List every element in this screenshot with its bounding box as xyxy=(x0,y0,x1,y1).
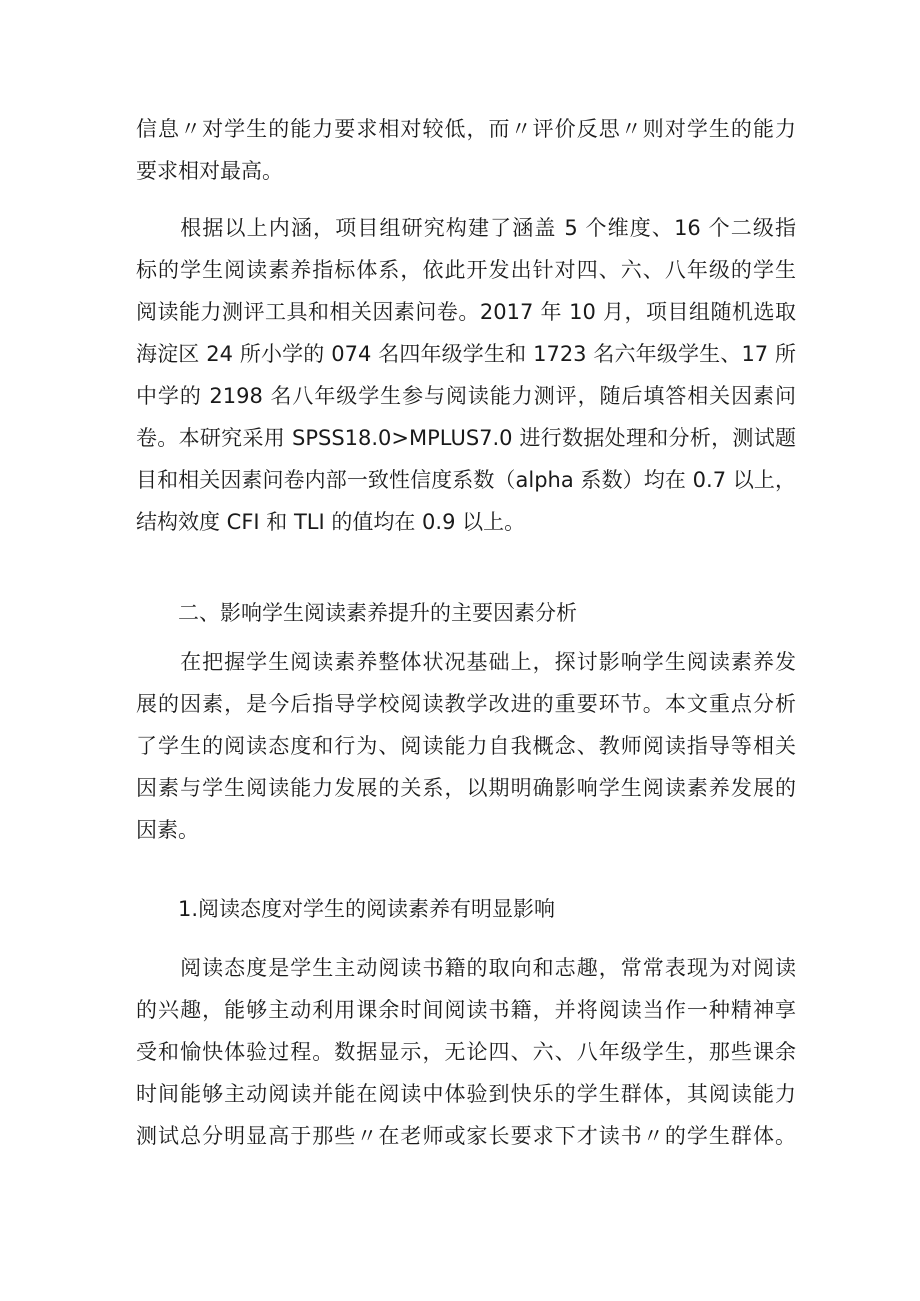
paragraph-reading-attitude xyxy=(136,947,796,1157)
text-line: 受和愉快体验过程。数据显示，无论四、六、八年级学生，那些课余 xyxy=(136,1040,796,1064)
subsection-heading-reading-attitude xyxy=(136,888,796,930)
text-line: 因素。 xyxy=(136,818,199,842)
paragraph-indicator-system xyxy=(136,207,796,543)
text-line: 了学生的阅读态度和行为、阅读能力自我概念、教师阅读指导等相关 xyxy=(136,734,796,758)
section-heading-text: 二、影响学生阅读素养提升的主要因素分析 xyxy=(136,601,577,625)
text-line: 阅读态度是学生主动阅读书籍的取向和志趣，常常表现为对阅读 xyxy=(136,956,796,980)
text-line: 海淀区 24 所小学的 074 名四年级学生和 1723 名六年级学生、17 所 xyxy=(136,342,796,366)
text-line: 根据以上内涵，项目组研究构建了涵盖 5 个维度、16 个二级指 xyxy=(136,216,796,240)
text-line: 的兴趣，能够主动利用课余时间阅读书籍，并将阅读当作一种精神享 xyxy=(136,998,796,1022)
subsection-heading-text: 1.阅读态度对学生的阅读素养有明显影响 xyxy=(136,897,556,921)
text-line: 在把握学生阅读素养整体状况基础上，探讨影响学生阅读素养发 xyxy=(136,650,796,674)
text-line: 要求相对最高。 xyxy=(136,159,283,183)
text-line: 时间能够主动阅读并能在阅读中体验到快乐的学生群体，其阅读能力 xyxy=(136,1082,796,1106)
text-line: 展的因素，是今后指导学校阅读教学改进的重要环节。本文重点分析 xyxy=(136,692,796,716)
paragraph-reading-info-continuation xyxy=(136,108,796,192)
text-line: 结构效度 CFI 和 TLI 的值均在 0.9 以上。 xyxy=(136,510,526,534)
text-line: 因素与学生阅读能力发展的关系，以期明确影响学生阅读素养发展的 xyxy=(136,776,796,800)
text-line: 中学的 2198 名八年级学生参与阅读能力测评，随后填答相关因素问 xyxy=(136,384,796,408)
section-heading-factors xyxy=(136,592,796,634)
text-line: 信息〃对学生的能力要求相对较低，而〃评价反思〃则对学生的能力 xyxy=(136,117,796,141)
text-line: 阅读能力测评工具和相关因素问卷。2017 年 10 月，项目组随机选取 xyxy=(136,300,796,324)
text-line: 目和相关因素问卷内部一致性信度系数（alpha 系数）均在 0.7 以上， xyxy=(136,468,796,492)
text-line: 卷。本研究采用 SPSS18.0>MPLUS7.0 进行数据处理和分析，测试题 xyxy=(136,426,796,450)
paragraph-factor-overview xyxy=(136,641,796,851)
text-line: 测试总分明显高于那些〃在老师或家长要求下才读书〃的学生群体。 xyxy=(136,1124,796,1148)
text-line: 标的学生阅读素养指标体系，依此开发出针对四、六、八年级的学生 xyxy=(136,258,796,282)
